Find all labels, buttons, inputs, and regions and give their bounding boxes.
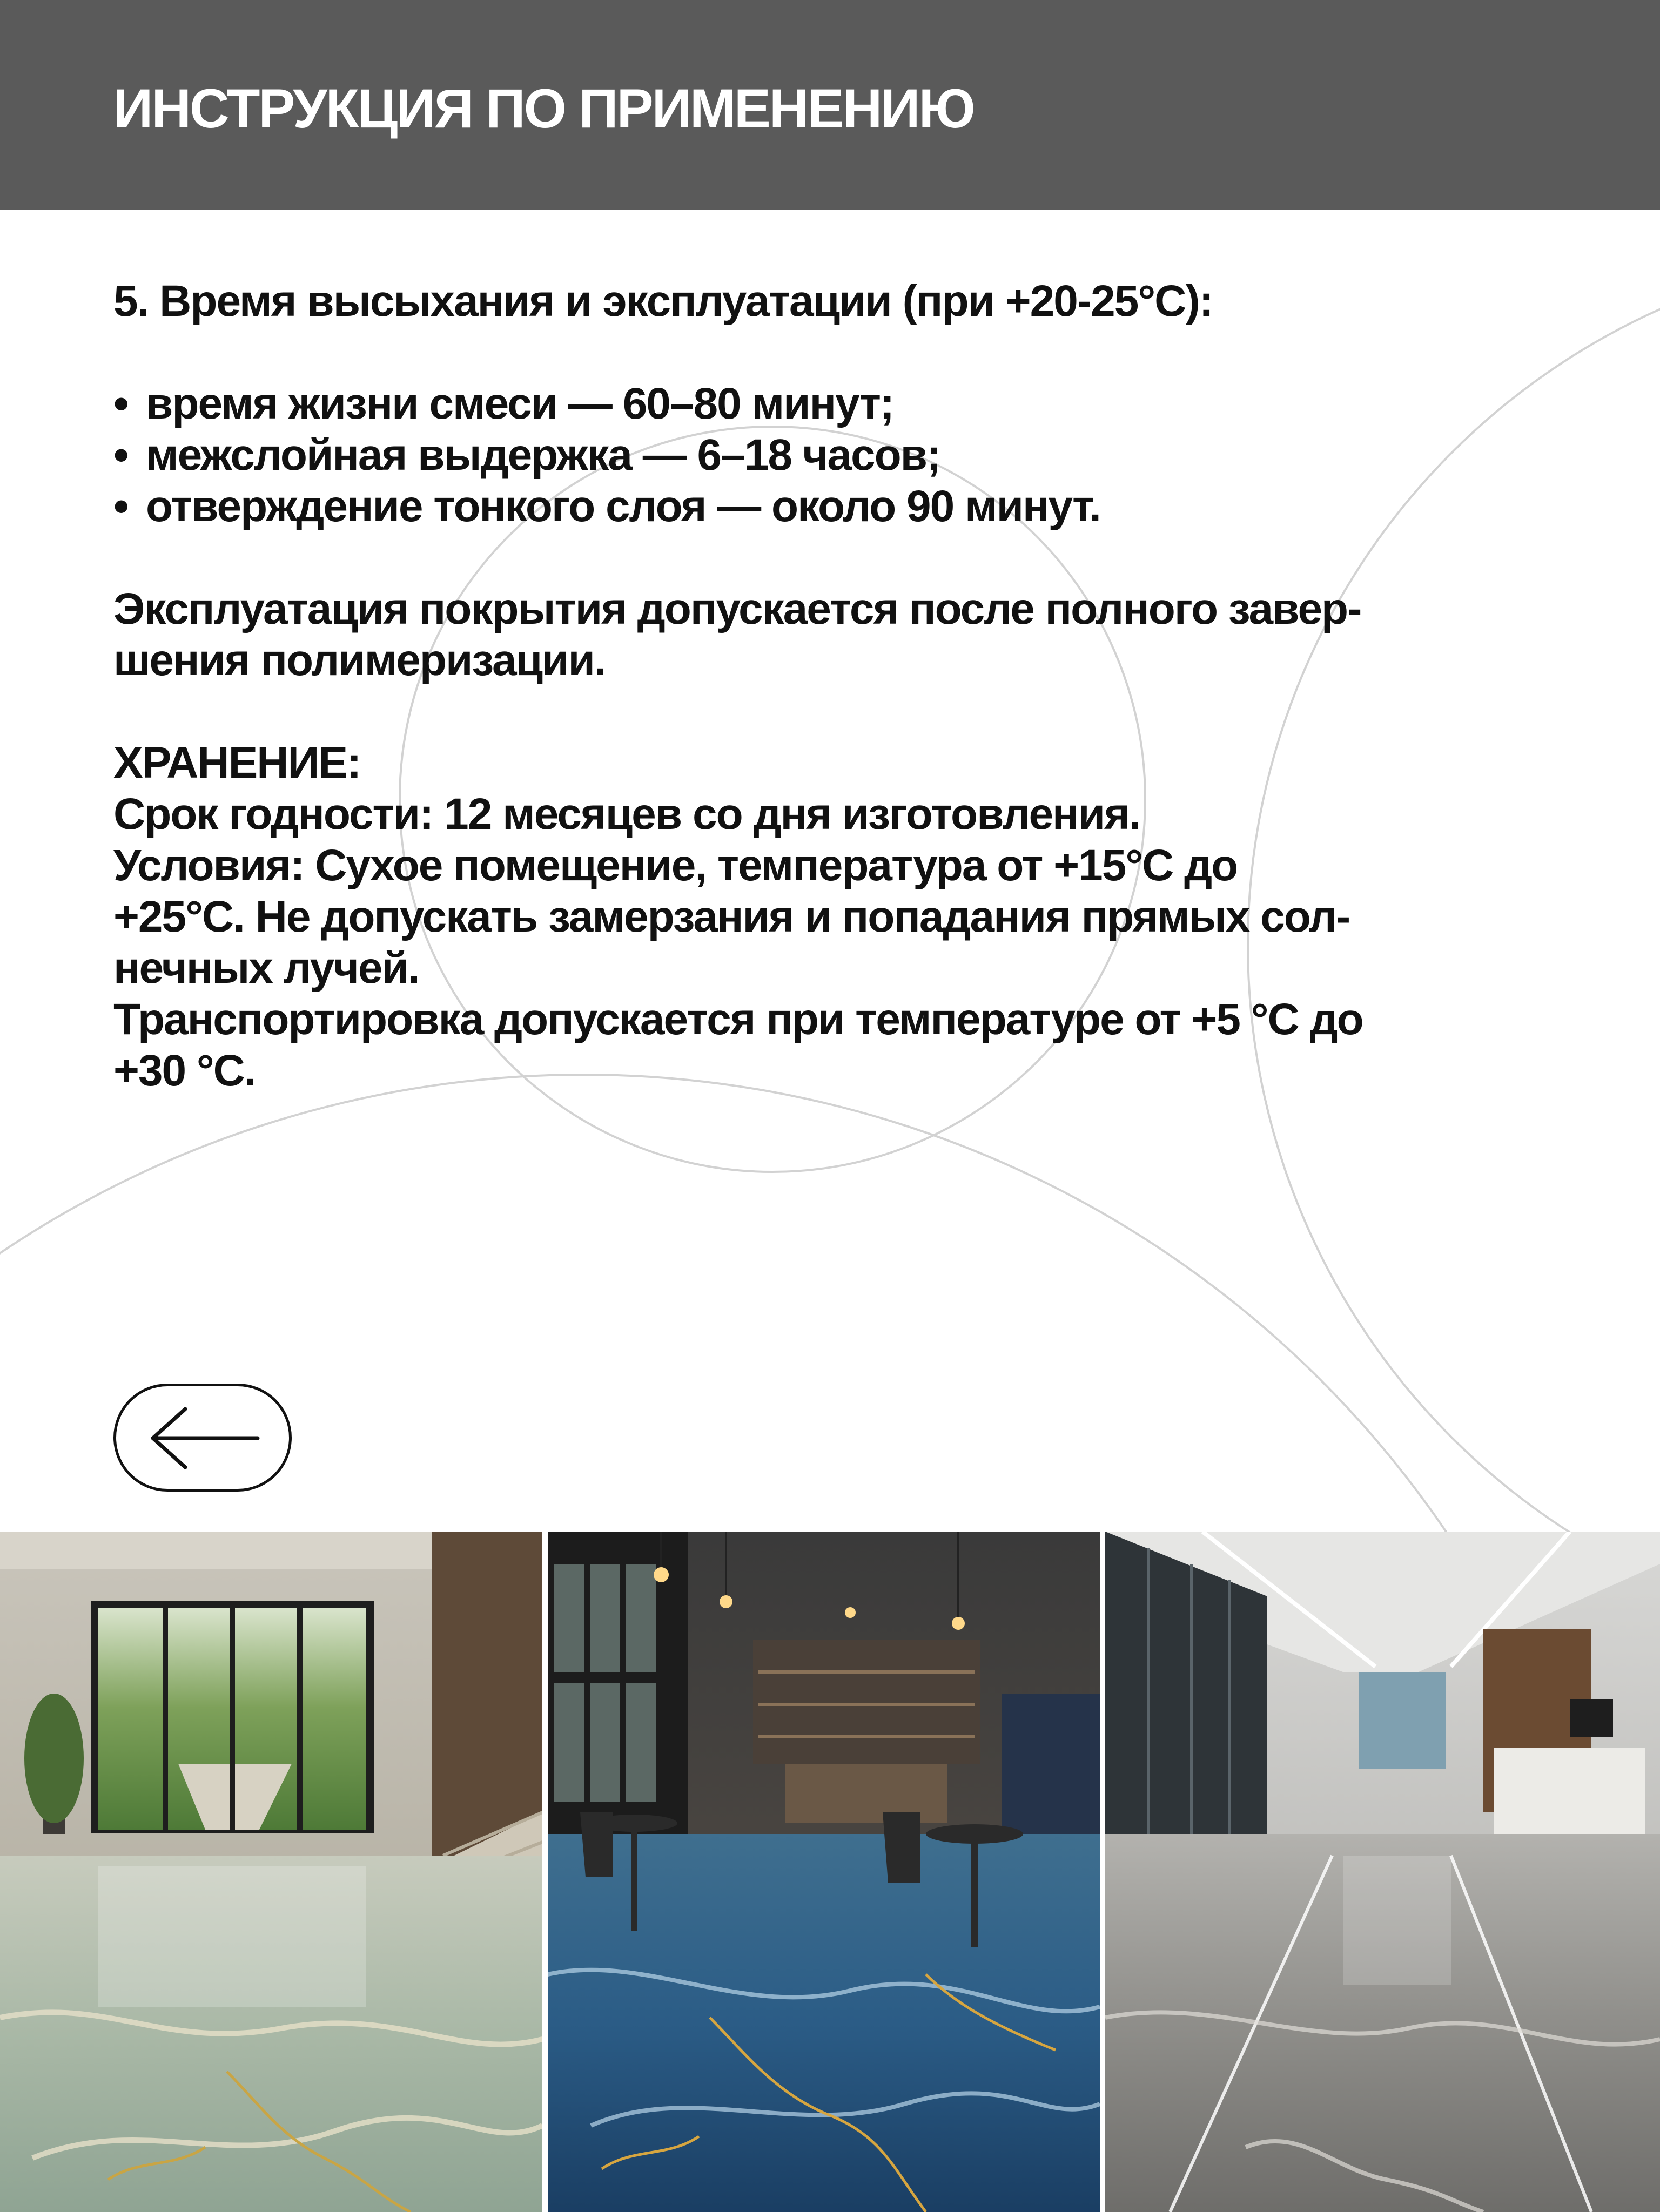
- page-title: ИНСТРУКЦИЯ ПО ПРИМЕНЕНИЮ: [113, 78, 974, 139]
- bullet-text: межслойная выдержка — 6–18 часов;: [146, 430, 940, 480]
- photo-cafe-blue-marble: [548, 1532, 1100, 2212]
- page-header: [0, 0, 1660, 210]
- bullet-text: отверждение тонкого слоя — около 90 минут.: [146, 482, 1100, 531]
- bullet-item: [113, 429, 1572, 481]
- photo-lobby-green-marble: [0, 1532, 542, 2212]
- arrow-left-icon: [116, 1386, 289, 1489]
- storage-line: +25°С. Не допускать замерзания и попадания прямых сол-: [113, 892, 1350, 941]
- usage-note-line: Эксплуатация покрытия допускается после полного завер-: [113, 584, 1361, 633]
- storage-line: Транспортировка допускается при температуре от +5 °С до: [113, 995, 1363, 1044]
- section-heading: 5. Время высыхания и эксплуатации (при +20-25°С):: [113, 276, 1213, 326]
- instruction-content: [113, 275, 1572, 1096]
- bullet-marker: •: [113, 482, 128, 531]
- bullet-item: [113, 481, 1572, 532]
- storage-line: Срок годности: 12 месяцев со дня изготовления.: [113, 790, 1140, 839]
- storage-line: +30 °С.: [113, 1046, 256, 1095]
- storage-line: нечных лучей.: [113, 943, 419, 993]
- usage-note-line: шения полимеризации.: [113, 636, 606, 685]
- photo-strip: [0, 1532, 1660, 2212]
- bullet-marker: •: [113, 379, 128, 428]
- bullet-item: [113, 378, 1572, 429]
- back-button[interactable]: [113, 1384, 292, 1492]
- storage-heading: ХРАНЕНИЕ:: [113, 738, 361, 787]
- storage-line: Условия: Сухое помещение, температура от +15°С до: [113, 841, 1238, 890]
- photo-office-grey-marble: [1105, 1532, 1660, 2212]
- bullet-marker: •: [113, 430, 128, 480]
- bullet-text: время жизни смеси — 60–80 минут;: [146, 379, 894, 428]
